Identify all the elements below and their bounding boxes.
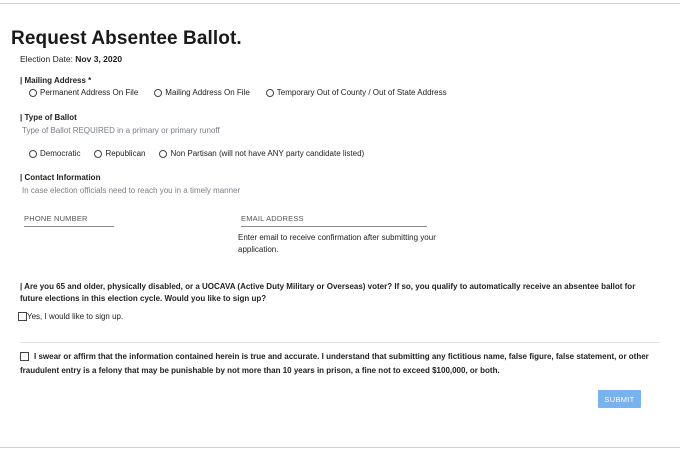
page-title: Request Absentee Ballot. — [11, 28, 242, 49]
radio-button[interactable] — [159, 150, 167, 158]
radio-button[interactable] — [29, 150, 37, 158]
radio-label: Temporary Out of County / Out of State Address — [276, 88, 447, 97]
uocava-checkbox[interactable] — [18, 312, 27, 321]
phone-input[interactable]: PHONE NUMBER — [24, 214, 114, 227]
oath-block — [20, 350, 662, 378]
ballot-type-subtitle: Type of Ballot REQUIRED in a primary or primary runoff — [22, 126, 220, 135]
radio-button[interactable] — [29, 89, 37, 97]
oath-checkbox[interactable] — [20, 352, 29, 361]
radio-label: Permanent Address On File — [40, 88, 139, 97]
ballot-type-options — [29, 149, 376, 158]
radio-label: Mailing Address On File — [165, 88, 250, 97]
election-date-value: Nov 3, 2020 — [75, 54, 123, 64]
radio-label: Democratic — [40, 149, 81, 158]
email-helper-text: Enter email to receive confirmation after submitting your application. — [238, 233, 436, 254]
radio-button[interactable] — [94, 150, 102, 158]
email-input[interactable]: EMAIL ADDRESS — [241, 214, 427, 227]
radio-label: Republican — [105, 149, 146, 158]
contact-info-label: | Contact Information — [20, 173, 101, 182]
mailing-address-label: | Mailing Address * — [20, 76, 92, 85]
oath-text: I swear or affirm that the information contained herein is true and accurate. I understand that submitting any fictitious name, false figure, false statement, or other fraudulent entry is a felony that may be punishable by not more than 10 years in prison, a fine not to exceed $100,000, or both. — [20, 352, 649, 375]
radio-mailing-address[interactable] — [154, 88, 249, 97]
uocava-question: | Are you 65 and older, physically disabled, or a UOCAVA (Active Duty Military or Overseas) voter? If so, you qualify to automatically receive an absentee ballot for future elections in this election cycle. Would you like to sign up? — [20, 282, 636, 303]
election-date-label: Election Date: — [20, 54, 73, 64]
mailing-address-options — [29, 88, 459, 97]
section-divider — [20, 342, 660, 343]
radio-label: Non Partisan (will not have ANY party candidate listed) — [170, 149, 365, 158]
contact-info-subtitle: In case election officials need to reach you in a timely manner — [22, 186, 241, 195]
radio-non-partisan[interactable] — [159, 149, 364, 158]
uocava-checkbox-label: Yes, I would like to sign up. — [27, 312, 124, 321]
submit-button[interactable]: SUBMIT — [598, 390, 641, 408]
uocava-signup[interactable] — [18, 312, 123, 321]
radio-republican[interactable] — [94, 149, 145, 158]
radio-permanent-address[interactable] — [29, 88, 138, 97]
top-divider — [0, 3, 680, 4]
radio-temporary-address[interactable] — [266, 88, 447, 97]
election-date — [20, 54, 122, 64]
bottom-divider — [0, 447, 680, 448]
radio-button[interactable] — [266, 89, 274, 97]
radio-democratic[interactable] — [29, 149, 80, 158]
radio-button[interactable] — [154, 89, 162, 97]
ballot-type-label: | Type of Ballot — [20, 113, 77, 122]
